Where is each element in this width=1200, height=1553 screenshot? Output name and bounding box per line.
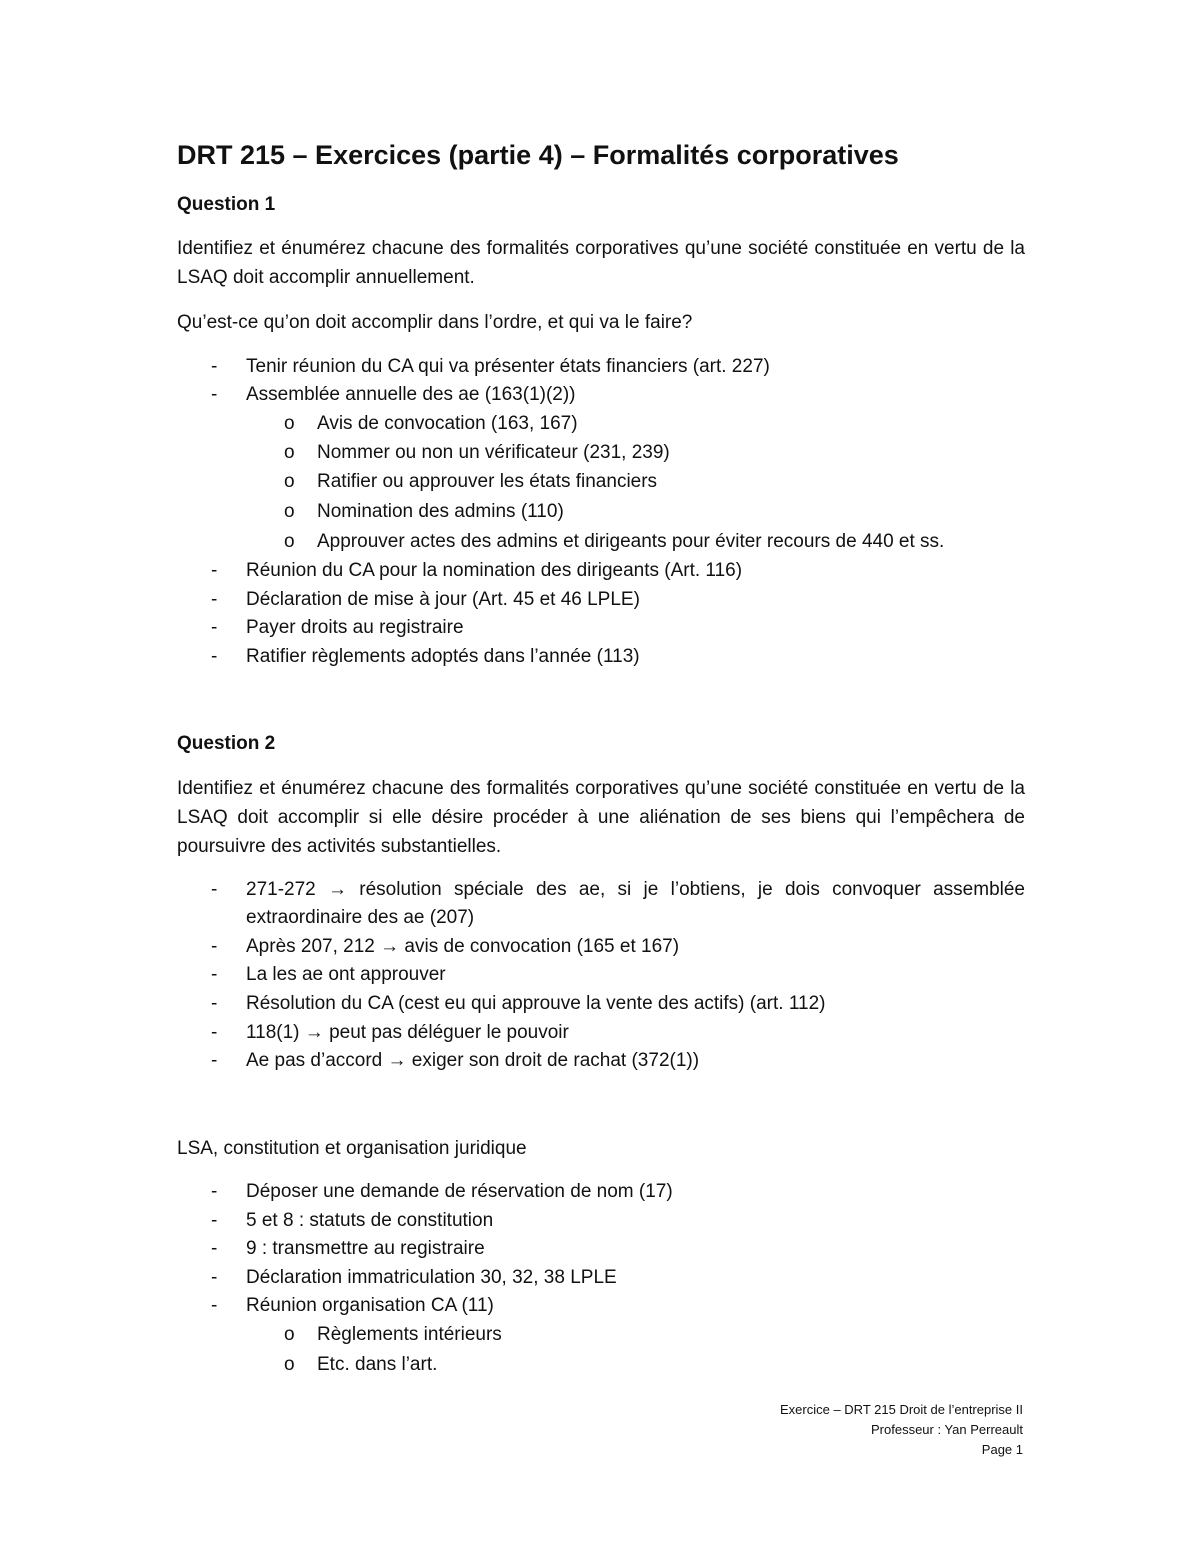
list-item-text: Après 207, 212 → avis de convocation (165 et 167) <box>246 936 680 957</box>
circle-marker: o <box>284 1354 295 1375</box>
list-item-text: 271-272 → résolution spéciale des ae, si je l’obtiens, je dois convoquer assemblée extraordinaire des ae (207) <box>246 879 1025 928</box>
question-1-heading: Question 1 <box>177 194 276 215</box>
footer-course-line: Exercice – DRT 215 Droit de l’entreprise II <box>779 1402 1023 1417</box>
dash-marker: - <box>211 1181 218 1202</box>
question-2-paragraph: Identifiez et énumérez chacune des formalités corporatives qu’une société constituée en vertu de la LSAQ doit accomplir si elle désire procéder à une aliénation de ses biens qui l’empêchera de poursuivre des activités substantielles. <box>177 778 1025 857</box>
dash-marker: - <box>211 1210 218 1231</box>
dash-marker: - <box>211 1267 218 1288</box>
sub-list-item-text: Nommer ou non un vérificateur (231, 239) <box>317 442 670 463</box>
list-item-text: Réunion organisation CA (11) <box>246 1295 494 1316</box>
sub-list-item-text: Approuver actes des admins et dirigeants pour éviter recours de 440 et ss. <box>317 531 945 552</box>
dash-marker: - <box>211 936 218 957</box>
dash-marker: - <box>211 560 218 581</box>
footer-professor-line: Professeur : Yan Perreault <box>871 1422 1023 1437</box>
dash-marker: - <box>211 617 218 638</box>
circle-marker: o <box>284 501 295 522</box>
list-item-text: Déclaration immatriculation 30, 32, 38 LPLE <box>246 1267 617 1288</box>
list-item-text: Déclaration de mise à jour (Art. 45 et 46 LPLE) <box>246 589 640 610</box>
question-1-paragraph: Identifiez et énumérez chacune des formalités corporatives qu’une société constituée en vertu de la LSAQ doit accomplir annuellement. <box>177 238 1025 288</box>
dash-marker: - <box>211 356 218 377</box>
list-item-text: La les ae ont approuver <box>246 964 446 985</box>
list-item-text: Réunion du CA pour la nomination des dirigeants (Art. 116) <box>246 560 743 581</box>
footer-page-number: Page 1 <box>981 1442 1023 1457</box>
list-item-text: Ae pas d’accord → exiger son droit de rachat (372(1)) <box>246 1050 700 1071</box>
lsa-heading: LSA, constitution et organisation juridique <box>177 1138 527 1159</box>
list-item-text: Tenir réunion du CA qui va présenter états financiers (art. 227) <box>246 356 770 377</box>
question-2-heading: Question 2 <box>177 733 276 754</box>
sub-list-item-text: Etc. dans l’art. <box>317 1354 438 1375</box>
list-item-text: 9 : transmettre au registraire <box>246 1238 485 1259</box>
dash-marker: - <box>211 646 218 667</box>
list-item-text: Déposer une demande de réservation de nom (17) <box>246 1181 673 1202</box>
list-item-text: Assemblée annuelle des ae (163(1)(2)) <box>246 384 576 405</box>
list-item-text: Résolution du CA (cest eu qui approuve la vente des actifs) (art. 112) <box>246 993 826 1014</box>
dash-marker: - <box>211 879 218 900</box>
dash-marker: - <box>211 993 218 1014</box>
document-title: DRT 215 – Exercices (partie 4) – Formalités corporatives <box>177 140 899 170</box>
circle-marker: o <box>284 442 295 463</box>
circle-marker: o <box>284 471 295 492</box>
list-item-text: 118(1) → peut pas déléguer le pouvoir <box>246 1022 569 1043</box>
sub-list-item-text: Règlements intérieurs <box>317 1324 502 1345</box>
sub-list-item-text: Avis de convocation (163, 167) <box>317 413 578 434</box>
sub-list-item-text: Ratifier ou approuver les états financiers <box>317 471 658 492</box>
dash-marker: - <box>211 384 218 405</box>
dash-marker: - <box>211 589 218 610</box>
dash-marker: - <box>211 1022 218 1043</box>
circle-marker: o <box>284 531 295 552</box>
list-item-text: 5 et 8 : statuts de constitution <box>246 1210 494 1231</box>
circle-marker: o <box>284 413 295 434</box>
question-1-prompt: Qu’est-ce qu’on doit accomplir dans l’ordre, et qui va le faire? <box>177 312 693 333</box>
dash-marker: - <box>211 964 218 985</box>
dash-marker: - <box>211 1050 218 1071</box>
list-item-text: Payer droits au registraire <box>246 617 464 638</box>
dash-marker: - <box>211 1295 218 1316</box>
list-item-text: Ratifier règlements adoptés dans l’année (113) <box>246 646 640 667</box>
circle-marker: o <box>284 1324 295 1345</box>
sub-list-item-text: Nomination des admins (110) <box>317 501 564 522</box>
dash-marker: - <box>211 1238 218 1259</box>
